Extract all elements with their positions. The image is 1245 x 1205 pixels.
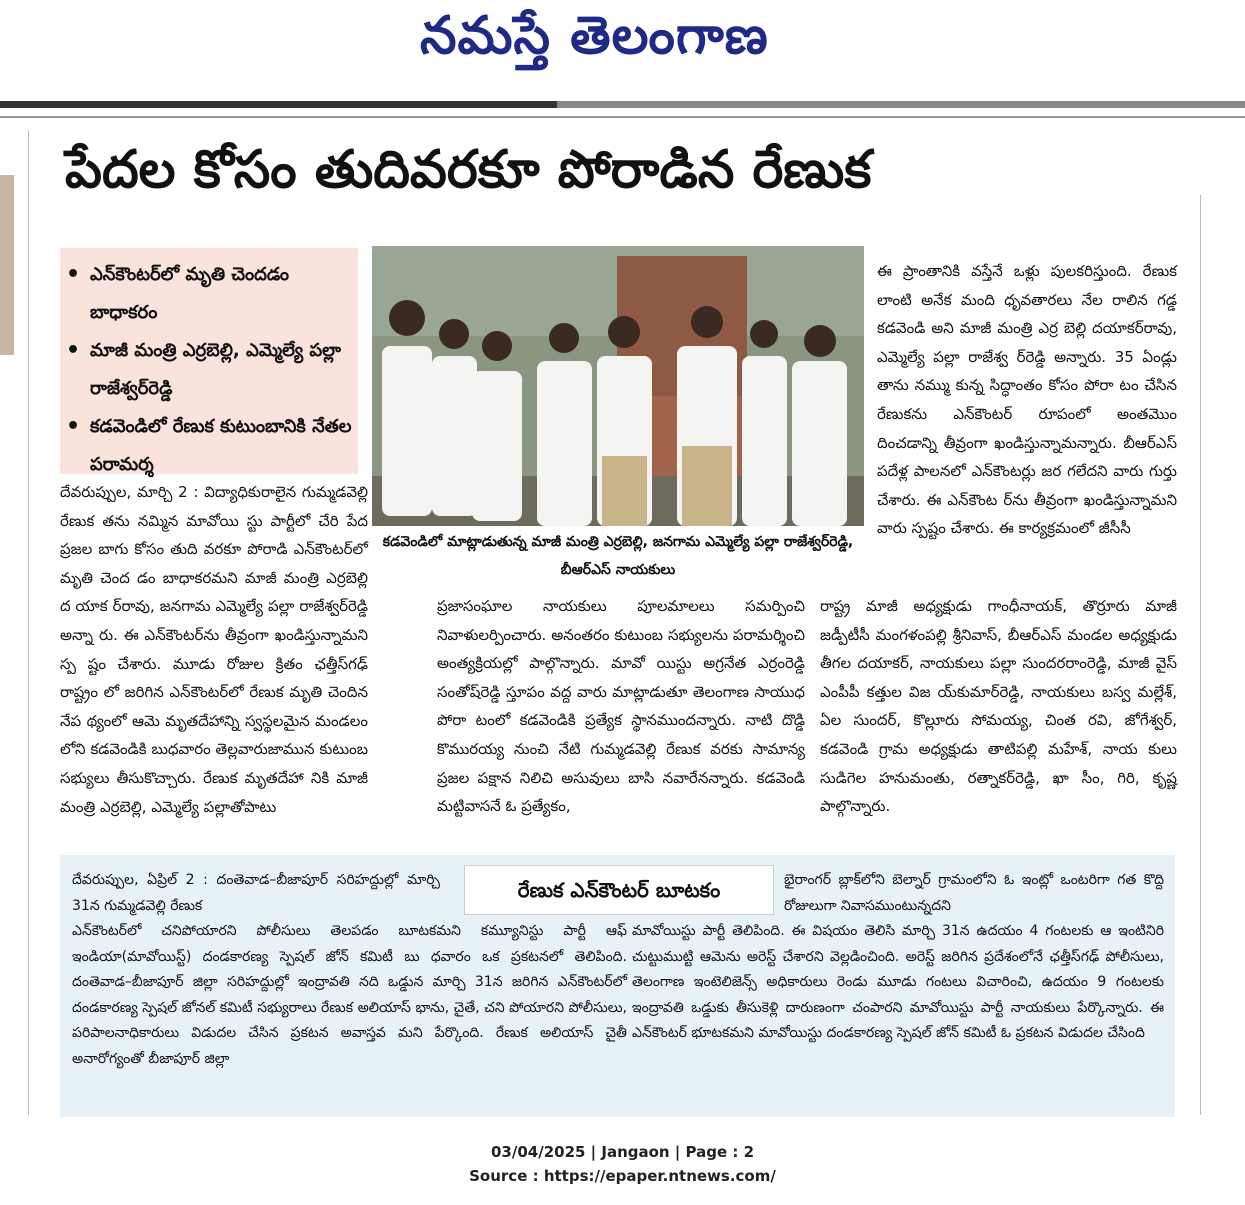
masthead xyxy=(0,0,1245,100)
photo-caption: కడవెండిలో మాట్లాడుతున్న మాజీ మంత్రి ఎర్రబెల్లి, జనగామ ఎమ్మెల్యే పల్లా రాజేశ్వర్‌రెడ్డి, బీఆర్‌ఎస్ నాయకులు xyxy=(382,534,854,578)
highlight-item: • మాజీ మంత్రి ఎర్రబెల్లి, ఎమ్మెల్యే పల్లా రాజేశ్వర్‌రెడ్డి xyxy=(90,332,352,408)
sidebar-article-text: ఎన్‌కౌంటర్‌లో చనిపోయారని పోలీసులు తెలపడం బూటకమని కమ్యూనిస్టు పార్టీ ఆఫ్ ఇండియా(మావోయిస్ట్) దండకారణ్య స్పెషల్ జోన్ కమిటీ బు ధవారం ఒక ప్రకటనలో తెలిపింది. దంతెవాడ–బీజాపూర్ జిల్లా సరిహద్దుల్లో ఇంద్రావతి నది ఒడ్డున మార్చి 31న జరిగిన ఎన్‌కౌంటర్‌లో దండకారణ్య స్పెషల్ జోనల్ కమిటీ సభ్యురాలు రేణుక అలియాస్ భాను, చైతే, చని పోయారని పోలీసులు, పరిపాలనాధికారులు విడుదల చేసిన ప్రకటన అవాస్తవ మని పేర్కొంది. రేణుక అలియాస్ చైతీ అనారోగ్యంతో బీజాపూర్ జిల్లా xyxy=(72,923,627,1067)
column-divider xyxy=(28,130,29,1115)
highlight-item: • ఎన్‌కౌంటర్‌లో మృతి చెందడం బాధాకరం xyxy=(90,256,352,332)
highlights-box xyxy=(60,248,358,474)
headline: పేదల కోసం తుదివరకూ పోరాడిన రేణుక xyxy=(65,140,872,200)
column-divider xyxy=(1200,195,1201,1115)
newspaper-logo: నమస్తే తెలంగాణ xyxy=(420,6,769,66)
article-column: ప్రజాసంఘాల నాయకులు పూలమాలలు సమర్పించి నివాళులర్పించారు. అనంతరం కుటుంబ సభ్యులను పరామర్శించి అంత్యక్రియల్లో పాల్గొన్నారు. మావో యిస్టు అగ్రనేత ఎర్రంరెడ్డి సంతోష్‌రెడ్డి స్తూపం వద్ద వారు మాట్లాడుతూ తెలంగాణ సాయుధ పోరా టంలో కడవెండికి ప్రత్యేక స్థానముందన్నారు. నాటి దొడ్డి కొమురయ్య నుంచి నేటి గుమ్మడవెల్లి రేణుక వరకు సామాన్య ప్రజల పక్షాన నిలిచి అసువులు బాసి నవారేనన్నారు. కడవెండి మట్టివాసనే ఓ ప్రత్యేకం, xyxy=(437,597,805,816)
masthead-rule-accent xyxy=(0,101,557,108)
adjacent-article-image-edge xyxy=(0,175,14,355)
sidebar-article-title: రేణుక ఎన్‌కౌంటర్ బూటకం xyxy=(464,865,774,915)
masthead-thin-rule xyxy=(0,116,1245,118)
highlight-item: • కడవెండిలో రేణుక కుటుంబానికి నేతల పరామర్శ xyxy=(90,408,352,484)
sidebar-article-text: భైరాంగర్ బ్లాక్‌లోని బెల్నార్ గ్రామంలోని ఓ ఇంట్లో ఒంటరిగా గత కొద్ది రోజులుగా నివాసముంటున్నదని xyxy=(784,872,1164,914)
article-column: ఈ ప్రాంతానికి వస్తేనే ఒళ్లు పులకరిస్తుంది. రేణుక లాంటి అనేక మంది ధృవతారలు నేల రాలిన గడ్డ కడవెండి అని మాజీ మంత్రి ఎర్ర బెల్లి దయాకర్‌రావు, ఎమ్మెల్యే పల్లా రాజేశ్వ ర్‌రెడ్డి అన్నారు. 35 ఏండ్లు తాను నమ్ము కున్న సిద్ధాంతం కోసం పోరా టం చేసిన రేణుకను ఎన్‌కౌంటర్ రూపంలో అంతమొం దించడాన్ని తీవ్రంగా ఖండిస్తున్నామన్నారు. బీఆర్‌ఎస్ పదేళ్ల పాలనలో ఎన్‌కౌంటర్లు జర గలేదని వారు గుర్తు చేశారు. ఈ ఎన్‌కౌంట ర్‌ను తీవ్రంగా ఖండిస్తున్నామని వారు స్పష్టం చేశారు. ఈ కార్యక్రమంలో జీసీసీ xyxy=(877,262,1177,538)
sidebar-article-text: దేవరుప్పుల, ఏప్రిల్ 2 : దంతెవాడ–బీజాపూర్ సరిహద్దుల్లో మార్చి 31న గుమ్మడవెల్లి రేణుక xyxy=(72,872,440,914)
page-footer xyxy=(0,1140,1245,1188)
edition-info: 03/04/2025 | Jangaon | Page : 2 xyxy=(490,1143,755,1161)
news-photo xyxy=(372,246,864,526)
article-column: రాష్ట్ర మాజీ అధ్యక్షుడు గాంధీనాయక్, తొర్రూరు మాజీ జడ్పీటీసీ మంగళంపల్లి శ్రీనివాస్, బీఆర్‌ఎస్ మండల అధ్యక్షుడు తీగల దయాకర్, నాయకులు పల్లా సుందరరాంరెడ్డి, మాజీ వైస్ ఎంపీపీ కత్తుల విజ య్‌కుమార్‌రెడ్డి, నాయకులు బస్వ మల్లేశ్, ఏల సుందర్, కొల్లూరు సోమయ్య, చింత రవి, జోగేశ్వర్, కడవెండి గ్రామ అధ్యక్షుడు తాటిపల్లి మహేశ్, నాయ కులు సుడిగెల హనుమంతు, రత్నాకర్‌రెడ్డి, ఖా సీం, గిరి, కృష్ణ పాల్గొన్నారు. xyxy=(820,597,1177,816)
source-link[interactable]: Source : https://epaper.ntnews.com/ xyxy=(469,1167,776,1185)
sidebar-article-text: మావోయిస్టు పార్టీ తెలిపింది. ఈ విషయం తెలిసి మార్చి 31న ఉదయం 4 గంటలకు ఆ ఇంటినిరి చుట్టుముట్టి ఆమెను అరెస్ట్ చేశారని వెల్లడించింది. అరెస్ట్ జరిగిన ప్రదేశంలోనే ఛత్తీస్‌గఢ్ పోలీసులు, తెలంగాణ ఇంటెలిజెన్స్ అధికారులు రెండు మూడు గంటలు విచారించి, ఉదయం 9 గంటలకు ఇంద్రావతి ఒడ్డుకు తీసుకెళ్లి దారుణంగా చంపారని మావోయిస్టు పార్టీ నాయకులు పేర్కొన్నారు. ఈ ఎన్‌కౌంటర్ భూటకమని మావోయిస్టు దండకారణ్య స్పెషల్ జోన్ కమిటీ ఓ ప్రకటన విడుదల చేసింది xyxy=(632,923,1164,1041)
article-column: దేవరుప్పుల, మార్చి 2 : విద్యాధికురాలైన గుమ్మడవెల్లి రేణుక తను నమ్మిన మావోయి స్టు పార్టీలో చేరి పేద ప్రజల బాగు కోసం తుది వరకూ పోరాడి ఎన్‌కౌంటర్‌లో మృతి చెంద డం బాధాకరమని మాజీ మంత్రి ఎర్రబెల్లి ద యాక ర్‌రావు, జనగామ ఎమ్మెల్యే పల్లా రాజేశ్వర్‌రెడ్డి అన్నా రు. ఈ ఎన్‌కౌంటర్‌ను తీవ్రంగా ఖండిస్తున్నామని స్ప ష్టం చేశారు. మూడు రోజుల క్రితం ఛత్తీస్‌గఢ్ రాష్ట్రం లో జరిగిన ఎన్‌కౌంటర్‌లో రేణుక మృతి చెందిన నేప థ్యంలో ఆమె మృతదేహాన్ని స్వస్థలమైన మండలం లోని కడవెండికి బుధవారం తెల్లవారుజామున కుటుంబ సభ్యులు తీసుకొచ్చారు. రేణుక మృతదేహా నికి మాజీ మంత్రి ఎర్రబెల్లి, ఎమ్మెల్యే పల్లాతోపాటు xyxy=(60,483,368,816)
